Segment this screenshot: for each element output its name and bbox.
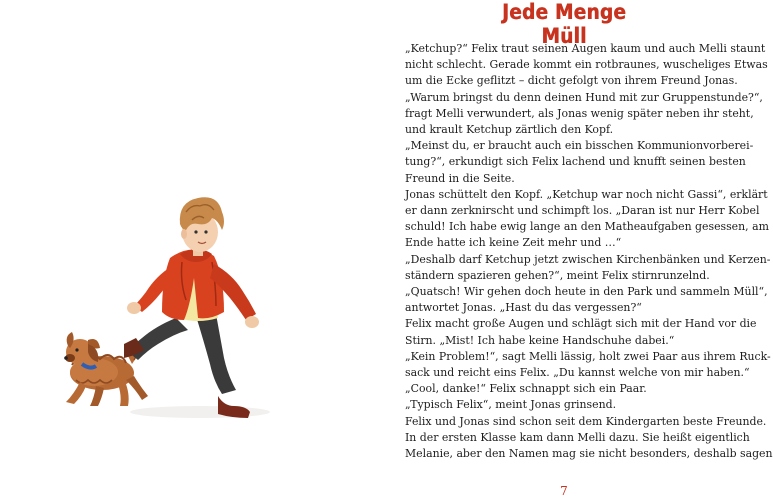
text-line: er dann zerknirscht und schimpft los. „Daran ist nur Herr Kobel xyxy=(405,204,760,218)
text-line: „Quatsch! Wir gehen doch heute in den Park und sammeln Müll“, xyxy=(405,285,768,299)
text-line: „Kein Problem!“, sagt Melli lässig, holt zwei Paar aus ihrem Ruck- xyxy=(405,349,771,363)
text-line: „Deshalb darf Ketchup jetzt zwischen Kirchenbänken und Kerzen- xyxy=(405,252,771,266)
text-line: ständern spazieren gehen?“, meint Felix stirnrunzelnd. xyxy=(405,268,710,282)
left-page xyxy=(0,0,376,499)
text-line: und krault Ketchup zärtlich den Kopf. xyxy=(405,123,614,137)
text-line: nicht schlecht. Gerade kommt ein rotbraunes, wuscheliges Etwas xyxy=(405,58,768,72)
text-line: Stirn. „Mist! Ich habe keine Handschuhe dabei.“ xyxy=(405,333,675,347)
chapter-title: Jede Menge Müll xyxy=(501,0,627,48)
text-line: Freund in die Seite. xyxy=(405,171,515,185)
boy-icon xyxy=(124,197,259,418)
text-line: Jonas schüttelt den Kopf. „Ketchup war noch nicht Gassi“, erklärt xyxy=(405,187,768,201)
text-line: Melanie, aber den Namen mag sie nicht besonders, deshalb sagen xyxy=(405,447,773,461)
text-line: „Cool, danke!“ Felix schnappt sich ein Paar. xyxy=(405,382,647,396)
text-line: „Ketchup?“ Felix traut seinen Augen kaum und auch Melli staunt xyxy=(405,42,766,55)
body-text xyxy=(405,41,773,462)
text-line: „Meinst du, er braucht auch ein bisschen Kommunionvorberei- xyxy=(405,139,754,153)
text-line: Felix macht große Augen und schlägt sich mit der Hand vor die xyxy=(405,317,757,331)
text-line: „Warum bringst du denn deinen Hund mit zur Gruppenstunde?“, xyxy=(405,90,763,104)
text-line: „Typisch Felix“, meint Jonas grinsend. xyxy=(405,398,617,412)
text-line: antwortet Jonas. „Hast du das vergessen?“ xyxy=(405,301,642,315)
text-line: um die Ecke geflitzt – dicht gefolgt von ihrem Freund Jonas. xyxy=(405,74,738,88)
boy-and-dog-illustration xyxy=(0,0,376,499)
page-number: 7 xyxy=(560,484,568,498)
text-line: schuld! Ich habe ewig lange an den Matheaufgaben gesessen, am xyxy=(405,220,769,234)
text-line: fragt Melli verwundert, als Jonas wenig später neben ihr steht, xyxy=(405,106,754,120)
text-line: tung?“, erkundigt sich Felix lachend und knufft seinen besten xyxy=(405,155,746,169)
text-line: Ende hatte ich keine Zeit mehr und …“ xyxy=(405,236,622,250)
text-line: sack und reicht eins Felix. „Du kannst welche von mir haben.“ xyxy=(405,366,750,380)
text-line: In der ersten Klasse kam dann Melli dazu. Sie heißt eigentlich xyxy=(405,430,750,444)
text-line: Felix und Jonas sind schon seit dem Kindergarten beste Freunde. xyxy=(405,414,767,428)
